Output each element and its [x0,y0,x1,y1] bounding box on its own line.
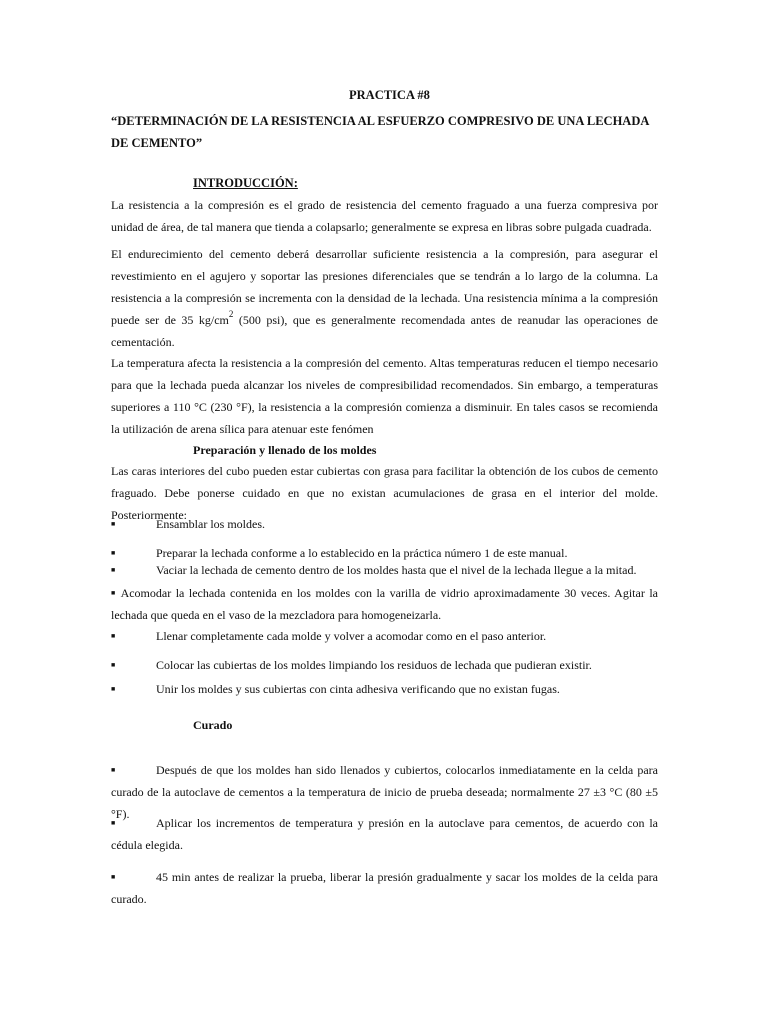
list-item-text: Colocar las cubiertas de los moldes limpiando los residuos de lechada que pudieran existir. [156,658,592,672]
list-item-text: Aplicar los incrementos de temperatura y presión en la autoclave para cementos, de acuerdo con la cédula elegida. [111,816,658,852]
bullet-icon: ■ [111,685,116,693]
prep-heading: Preparación y llenado de los moldes [193,443,377,457]
bullet-icon: ■ [111,549,116,557]
bullet-icon: ■ [111,766,116,774]
list-item-text: Ensamblar los moldes. [156,517,265,531]
squared-superscript: 2 [228,309,234,319]
bullet-icon: ■ [111,520,116,528]
prep-paragraph: Las caras interiores del cubo pueden estar cubiertas con grasa para facilitar la obtención de los cubos de cemento fraguado. Debe ponerse cuidado en que no existan acumulaciones de grasa en el interior del molde. Posteriormente: [111,464,658,522]
bullet-icon: ■ [111,819,116,827]
intro-paragraph-3: La temperatura afecta la resistencia a la compresión del cemento. Altas temperaturas reducen el tiempo necesario para que la lechada pueda alcanzar los niveles de compresibilidad recomendados. Sin embargo, a temperaturas superiores a 110 °C (230 °F), la resistencia a la compresión comienza a disminuir. En tales casos se recomienda la utilización de arena sílica para atenuar este fenómen [111,356,658,436]
intro-heading: INTRODUCCIÓN: [193,176,298,190]
curado-item-3 [111,866,658,910]
list-item-text: Después de que los moldes han sido llenados y cubiertos, colocarlos inmediatamente en la celda para curado de la autoclave de cementos a la temperatura de inicio de prueba deseada; normalmente 27 ±3 °C (80 ±5 °F). [111,763,658,821]
bullet-icon: ■ [111,566,116,574]
bullet-icon: ■ [111,632,116,640]
list-item-text: Acomodar la lechada contenida en los moldes con la varilla de vidrio aproximadamente 30 veces. Agitar la lechada que queda en el vaso de la mezcladora para homogeneizarla. [111,586,658,622]
curado-item-2 [111,812,658,856]
bullet-icon: ■ [111,589,117,597]
list-item-text: Llenar completamente cada molde y volver a acomodar como en el paso anterior. [156,629,547,643]
list-item-text: Preparar la lechada conforme a lo establecido en la práctica número 1 de este manual. [156,546,568,560]
intro-paragraph-2-text-a: El endurecimiento del cemento deberá desarrollar suficiente resistencia a la compresión, para asegurar el revestimiento en el agujero y soportar las presiones diferenciales que se tendrán a lo largo de la columna. La resistencia a la compresión se incrementa con la densidad de la lechada. Una resistencia mínima a la compresión puede ser de 35 kg/cm [111,247,658,327]
bullet-icon: ■ [111,873,116,881]
curado-heading: Curado [193,718,233,732]
document-title: “DETERMINACIÓN DE LA RESISTENCIA AL ESFUERZO COMPRESIVO DE UNA LECHADA DE CEMENTO” [111,114,649,150]
bullet-icon: ■ [111,661,116,669]
practice-number: PRACTICA #8 [349,88,430,102]
list-item-text: Unir los moldes y sus cubiertas con cinta adhesiva verificando que no existan fugas. [156,682,560,696]
list-item-text: 45 min antes de realizar la prueba, liberar la presión gradualmente y sacar los moldes de la celda para curado. [111,870,658,906]
intro-paragraph-2 [111,243,658,353]
intro-paragraph-1: La resistencia a la compresión es el grado de resistencia del cemento fraguado a una fuerza compresiva por unidad de área, de tal manera que tienda a colapsarlo; generalmente se expresa en libras sobre pulgada cuadrada. [111,198,658,234]
intro-paragraph-2-text-b: (500 psi), que es generalmente recomendada antes de reanudar las operaciones de cementación. [111,313,658,349]
list-item-text: Vaciar la lechada de cemento dentro de los moldes hasta que el nivel de la lechada llegue a la mitad. [156,563,637,577]
list-item [111,582,658,626]
